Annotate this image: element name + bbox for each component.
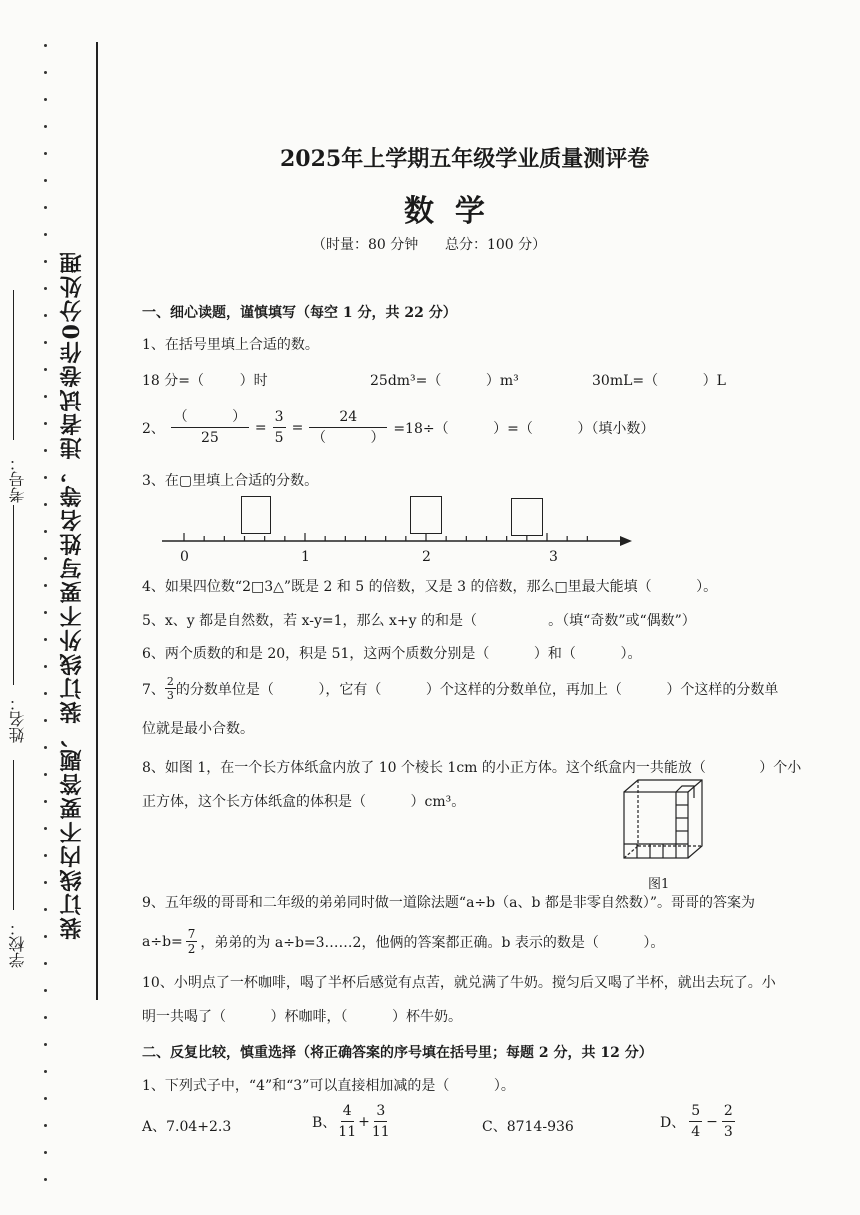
binding-dot: [44, 665, 47, 668]
binding-dot: [44, 1178, 47, 1181]
number-line: [150, 490, 640, 570]
option-b-prefix: B、: [312, 1114, 337, 1131]
q9-rest: ，弟弟的为 a÷b=3……2，他俩的答案都正确。b 表示的数是（ ）。: [200, 934, 665, 951]
q9-line1: 9、五年级的哥哥和二年级的弟弟同时做一道除法题“a÷b（a、b 都是非零自然数）”。哥哥的答案为: [142, 895, 756, 911]
exam-no-blank[interactable]: [13, 290, 14, 440]
q10-line2[interactable]: 明一共喝了（ ）杯咖啡，（ ）杯牛奶。: [142, 1009, 463, 1025]
option-d[interactable]: [660, 1104, 735, 1139]
s2-q1-stem[interactable]: 1、下列式子中，“4”和“3”可以直接相加减的是（ ）。: [142, 1078, 515, 1094]
option-d-d2: 3: [723, 1124, 733, 1140]
q9-num: 7: [187, 927, 196, 941]
binding-dot: [44, 719, 47, 722]
q1-stem: 1、在括号里填上合适的数。: [142, 337, 319, 353]
binding-dot: [44, 827, 47, 830]
option-b-frac-2: [370, 1104, 392, 1139]
binding-dot: [44, 1070, 47, 1073]
name-blank[interactable]: [13, 505, 14, 685]
q7-line1[interactable]: [142, 676, 778, 701]
tick-label-3: 3: [549, 549, 558, 565]
q2-fraction-1: [171, 410, 249, 445]
box-figure: [620, 776, 706, 866]
q2-f1-den: 25: [201, 430, 219, 446]
q2-fraction-3: [309, 410, 387, 445]
q7-prefix: 7、: [142, 681, 165, 698]
binding-dot: [44, 1124, 47, 1127]
q4[interactable]: 4、如果四位数“2□3△”既是 2 和 5 的倍数，又是 3 的倍数，那么□里最大能填（ ）。: [142, 579, 718, 595]
binding-dot: [44, 1016, 47, 1019]
section1-heading: 一、细心读题，谨慎填写（每空 1 分，共 22 分）: [142, 305, 457, 321]
binding-dot: [44, 1151, 47, 1154]
q2-rest[interactable]: =18÷（ ）=（ ）（填小数）: [393, 420, 655, 437]
q2-eq2: =: [291, 419, 304, 436]
binding-dot: [44, 692, 47, 695]
q9-line2[interactable]: [142, 928, 664, 955]
q2-f3-den[interactable]: （ ）: [312, 430, 385, 446]
binding-dot: [44, 476, 47, 479]
answer-box-1[interactable]: [241, 496, 271, 534]
q7-line2: 位就是最小合数。: [142, 721, 254, 737]
q1-b[interactable]: 25dm³=（ ）m³: [370, 373, 519, 389]
binding-dot: [44, 314, 47, 317]
q2-f3-num: 24: [309, 410, 387, 428]
binding-warning: 装订线内不要答题、装订线外不要写姓名等，违者试卷作0分处理: [59, 250, 85, 940]
exam-info: （时量：80 分钟 总分：100 分）: [312, 237, 547, 253]
option-d-op: −: [706, 1113, 718, 1130]
binding-dot: [44, 584, 47, 587]
binding-dot: [44, 368, 47, 371]
q2-f2-num: 3: [273, 410, 286, 428]
q2-eq1: =: [254, 419, 267, 436]
binding-dot: [44, 1043, 47, 1046]
q7-num: 2: [166, 675, 174, 688]
q8-line1[interactable]: 8、如图 1，在一个长方体纸盒内放了 10 个棱长 1cm 的小正方体。这个纸盒内一共能放（ ）个小: [142, 760, 802, 776]
binding-dot: [44, 1097, 47, 1100]
q7-text: 的分数单位是（ ），它有（ ）个这样的分数单位，再加上（ ）个这样的分数单: [175, 681, 779, 698]
option-d-prefix: D、: [660, 1114, 686, 1131]
binding-dot: [44, 125, 47, 128]
tick-label-2: 2: [422, 549, 431, 565]
school-label: 学校：: [8, 920, 27, 968]
section2-heading: 二、反复比较，慎重选择（将正确答案的序号填在括号里；每题 2 分，共 12 分）: [142, 1045, 653, 1061]
subject-title: 数 学: [404, 194, 485, 229]
tick-label-1: 1: [301, 549, 310, 565]
binding-dot: [44, 530, 47, 533]
binding-dot: [44, 881, 47, 884]
binding-dot: [44, 638, 47, 641]
option-b-frac-1: [336, 1104, 358, 1139]
q2-f1-num[interactable]: （ ）: [171, 410, 249, 428]
option-d-d1: 4: [691, 1124, 701, 1140]
option-b[interactable]: [312, 1104, 392, 1139]
q1-c[interactable]: 30mL=（ ）L: [592, 373, 726, 389]
name-label: 姓名：: [8, 695, 27, 743]
exam-no-label: 考号：: [8, 455, 27, 503]
binding-dot: [44, 503, 47, 506]
q8-line2[interactable]: 正方体，这个长方体纸盒的体积是（ ）cm³。: [142, 794, 466, 810]
binding-dot: [44, 611, 47, 614]
q9-fraction: [186, 928, 198, 955]
binding-dot: [44, 935, 47, 938]
tick-label-0: 0: [180, 549, 189, 565]
q9-den: 2: [187, 942, 196, 956]
q1-a[interactable]: 18 分=（ ）时: [142, 373, 268, 389]
q3-stem: 3、在▢里填上合适的分数。: [142, 473, 319, 489]
q10-line1: 10、小明点了一杯咖啡，喝了半杯后感觉有点苦，就兑满了牛奶。搅匀后又喝了半杯，就出去玩了。小: [142, 975, 776, 991]
binding-dot: [44, 989, 47, 992]
q2-f2-den: 5: [274, 430, 284, 446]
option-a[interactable]: A、7.04+2.3: [142, 1119, 232, 1135]
binding-dot: [44, 44, 47, 47]
binding-dot: [44, 908, 47, 911]
binding-dot: [44, 233, 47, 236]
exam-title: 2025年上学期五年级学业质量测评卷: [280, 146, 650, 172]
option-b-d2: 11: [371, 1124, 390, 1140]
answer-box-3[interactable]: [511, 498, 543, 536]
binding-dot: [44, 449, 47, 452]
binding-dot: [44, 854, 47, 857]
q9-prefix: a÷b=: [142, 933, 183, 950]
option-b-op: +: [358, 1113, 370, 1130]
binding-dot: [44, 341, 47, 344]
binding-dot: [44, 287, 47, 290]
binding-dot: [44, 557, 47, 560]
q7-den: 3: [166, 689, 174, 702]
q6[interactable]: 6、两个质数的和是 20，积是 51，这两个质数分别是（ ）和（ ）。: [142, 646, 642, 662]
option-d-n1: 5: [689, 1104, 702, 1122]
binding-line: [96, 42, 98, 1000]
binding-dot: [44, 206, 47, 209]
binding-dot: [44, 422, 47, 425]
figure-caption: 图1: [648, 877, 670, 892]
option-d-frac-1: [689, 1104, 702, 1139]
q5[interactable]: 5、x、y 都是自然数，若 x-y=1，那么 x+y 的和是（ 。（填“奇数”或“偶数”）: [142, 613, 696, 629]
q7-fraction: [165, 676, 176, 701]
q2: [142, 410, 654, 445]
q2-prefix: 2、: [142, 420, 165, 437]
school-blank[interactable]: [13, 760, 14, 910]
binding-dot: [44, 152, 47, 155]
q2-fraction-2: [273, 410, 286, 445]
binding-dot: [44, 179, 47, 182]
option-b-n1: 4: [341, 1104, 354, 1122]
binding-dot: [44, 260, 47, 263]
binding-dot: [44, 395, 47, 398]
binding-dot: [44, 98, 47, 101]
option-d-frac-2: [722, 1104, 735, 1139]
option-b-n2: 3: [374, 1104, 387, 1122]
option-b-d1: 11: [338, 1124, 357, 1140]
binding-dot: [44, 773, 47, 776]
binding-dot: [44, 746, 47, 749]
binding-dot: [44, 800, 47, 803]
binding-dot: [44, 962, 47, 965]
binding-dot: [44, 71, 47, 74]
answer-box-2[interactable]: [410, 496, 442, 534]
option-d-n2: 2: [722, 1104, 735, 1122]
option-c[interactable]: C、8714-936: [482, 1119, 574, 1135]
